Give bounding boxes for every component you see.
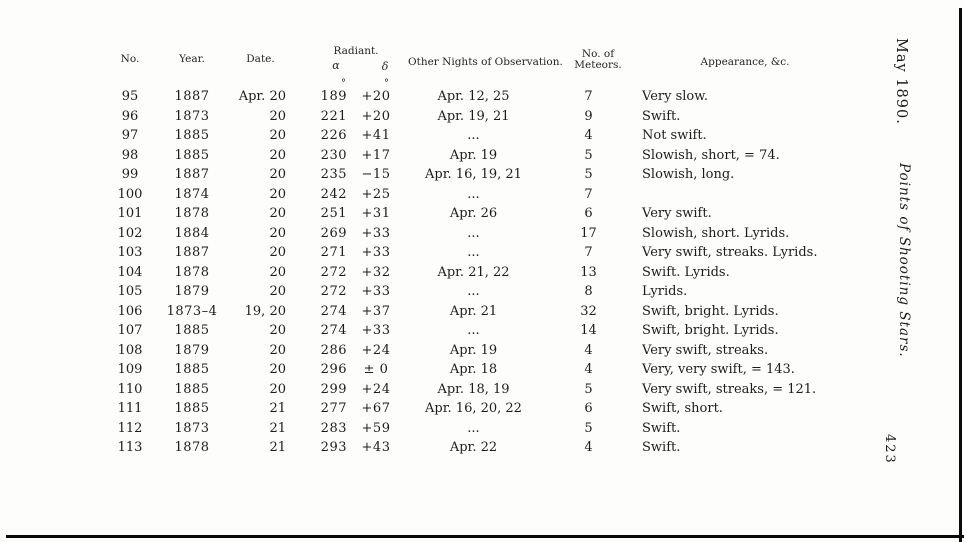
table-row xyxy=(0,302,964,322)
cell-delta: +33 xyxy=(361,284,391,299)
cell-alpha: 235 xyxy=(320,167,347,182)
cell-date: Apr. 20 xyxy=(238,89,286,104)
table-row xyxy=(0,321,964,341)
cell-delta: +32 xyxy=(361,264,391,280)
cell-nights: ... xyxy=(467,225,480,241)
cell-year: 1879 xyxy=(174,284,210,299)
cell-nights: ... xyxy=(467,284,480,299)
cell-nights: Apr. 21, 22 xyxy=(437,264,510,280)
cell-delta: +33 xyxy=(361,225,391,241)
column-header-delta: δ xyxy=(381,60,389,73)
cell-date: 20 xyxy=(269,284,286,299)
table-row xyxy=(0,282,964,302)
cell-no: 100 xyxy=(117,186,143,202)
margin-page-number: 423 xyxy=(882,434,897,465)
cell-delta: +17 xyxy=(361,147,391,163)
cell-nights: Apr. 26 xyxy=(449,206,498,221)
cell-delta: +31 xyxy=(361,206,391,221)
cell-delta: ± 0 xyxy=(363,362,389,377)
cell-nights: ... xyxy=(467,323,480,338)
cell-no: 102 xyxy=(117,225,143,241)
cell-no: 108 xyxy=(117,342,143,358)
cell-year: 1873–4 xyxy=(166,303,218,319)
cell-nights: ... xyxy=(467,128,480,143)
table-row xyxy=(0,438,964,458)
table-row xyxy=(0,243,964,263)
cell-nights: ... xyxy=(467,420,480,436)
table-row xyxy=(0,224,964,244)
table-row xyxy=(0,165,964,185)
cell-year: 1885 xyxy=(174,401,210,416)
cell-delta: +24 xyxy=(361,342,391,358)
column-header-no-of-meteors-line1: No. of xyxy=(581,48,615,60)
cell-date: 20 xyxy=(269,342,286,358)
cell-year: 1887 xyxy=(174,245,210,260)
cell-meteors: 4 xyxy=(584,128,593,143)
cell-nights: Apr. 16, 20, 22 xyxy=(425,401,522,416)
cell-appearance: Very swift. xyxy=(642,206,712,221)
cell-appearance: Very swift, streaks. Lyrids. xyxy=(642,245,818,260)
cell-year: 1878 xyxy=(174,206,210,221)
cell-nights: Apr. 22 xyxy=(449,440,498,455)
cell-date: 20 xyxy=(269,323,286,338)
cell-nights: Apr. 19, 21 xyxy=(437,108,510,124)
cell-year: 1878 xyxy=(174,264,210,280)
table-rows xyxy=(0,87,964,458)
cell-delta: +25 xyxy=(361,186,391,202)
cell-meteors: 5 xyxy=(584,147,593,163)
cell-nights: Apr. 21 xyxy=(449,303,498,319)
cell-year: 1873 xyxy=(174,420,210,436)
cell-alpha: 242 xyxy=(320,186,347,202)
alpha-degree-mark: ° xyxy=(341,78,346,89)
cell-no: 96 xyxy=(121,108,139,124)
scan-edge-bottom xyxy=(6,535,964,538)
cell-date: 20 xyxy=(269,206,286,221)
cell-meteors: 5 xyxy=(584,167,593,182)
cell-no: 110 xyxy=(117,381,143,397)
cell-appearance: Swift. xyxy=(642,108,681,124)
cell-meteors: 17 xyxy=(580,225,597,241)
cell-alpha: 299 xyxy=(320,381,347,397)
cell-alpha: 274 xyxy=(320,323,347,338)
column-header-appearance: Appearance, &c. xyxy=(700,56,790,68)
cell-appearance: Not swift. xyxy=(642,128,707,143)
cell-appearance: Slowish, short, = 74. xyxy=(642,147,780,163)
cell-no: 98 xyxy=(121,147,139,163)
cell-alpha: 272 xyxy=(320,284,347,299)
cell-delta: +24 xyxy=(361,381,391,397)
cell-delta: −15 xyxy=(361,167,391,182)
cell-appearance: Swift. xyxy=(642,420,681,436)
cell-delta: +33 xyxy=(361,245,391,260)
cell-appearance: Very swift, streaks, = 121. xyxy=(642,381,817,397)
cell-year: 1879 xyxy=(174,342,210,358)
cell-no: 109 xyxy=(117,362,143,377)
column-header-no-of-meteors xyxy=(560,49,636,71)
cell-date: 20 xyxy=(269,245,286,260)
cell-date: 20 xyxy=(269,108,286,124)
cell-appearance: Swift. Lyrids. xyxy=(642,264,730,280)
cell-no: 111 xyxy=(117,401,143,416)
cell-appearance: Lyrids. xyxy=(642,284,688,299)
cell-delta: +59 xyxy=(361,420,391,436)
cell-delta: +20 xyxy=(361,89,391,104)
cell-date: 20 xyxy=(269,381,286,397)
cell-delta: +43 xyxy=(361,440,391,455)
column-header-radiant: Radiant. xyxy=(333,45,379,57)
margin-running-title: Points of Shooting Stars. xyxy=(896,163,912,358)
column-header-year: Year. xyxy=(179,53,205,65)
cell-appearance: Slowish, long. xyxy=(642,167,735,182)
cell-nights: Apr. 19 xyxy=(449,147,498,163)
cell-date: 20 xyxy=(269,264,286,280)
cell-meteors: 7 xyxy=(584,186,593,202)
cell-year: 1885 xyxy=(174,147,210,163)
cell-alpha: 286 xyxy=(320,342,347,358)
cell-alpha: 271 xyxy=(320,245,347,260)
table-row xyxy=(0,380,964,400)
cell-no: 95 xyxy=(121,89,139,104)
cell-no: 106 xyxy=(117,303,143,319)
cell-appearance: Very swift, streaks. xyxy=(642,342,769,358)
table-row xyxy=(0,263,964,283)
table-row xyxy=(0,185,964,205)
column-header-no-of-meteors-line2: Meteors. xyxy=(574,59,622,71)
column-header-no: No. xyxy=(120,53,140,65)
scan-edge-right xyxy=(959,8,962,542)
cell-year: 1878 xyxy=(174,440,210,455)
cell-delta: +41 xyxy=(361,128,391,143)
cell-meteors: 4 xyxy=(584,362,593,377)
cell-date: 20 xyxy=(269,362,286,377)
cell-meteors: 32 xyxy=(580,303,597,319)
cell-alpha: 272 xyxy=(320,264,347,280)
cell-meteors: 6 xyxy=(584,206,593,221)
cell-alpha: 269 xyxy=(320,225,347,241)
delta-degree-mark: ° xyxy=(384,78,389,89)
cell-date: 20 xyxy=(269,186,286,202)
cell-alpha: 283 xyxy=(320,420,347,436)
cell-no: 105 xyxy=(117,284,143,299)
cell-appearance: Very slow. xyxy=(642,89,708,104)
cell-meteors: 4 xyxy=(584,440,593,455)
cell-nights: ... xyxy=(467,245,480,260)
cell-alpha: 221 xyxy=(320,108,347,124)
cell-meteors: 8 xyxy=(584,284,593,299)
cell-alpha: 230 xyxy=(320,147,347,163)
cell-no: 97 xyxy=(121,128,139,143)
cell-meteors: 5 xyxy=(584,420,593,436)
cell-nights: ... xyxy=(467,186,480,202)
table-row xyxy=(0,87,964,107)
table-row xyxy=(0,419,964,439)
table-row xyxy=(0,204,964,224)
cell-no: 104 xyxy=(117,264,143,280)
cell-delta: +67 xyxy=(361,401,391,416)
cell-year: 1885 xyxy=(174,128,210,143)
cell-no: 107 xyxy=(117,323,143,338)
column-header-alpha: α xyxy=(332,59,340,72)
cell-meteors: 7 xyxy=(584,89,593,104)
cell-date: 19, 20 xyxy=(244,303,286,319)
cell-year: 1887 xyxy=(174,89,210,104)
cell-delta: +37 xyxy=(361,303,391,319)
cell-alpha: 251 xyxy=(320,206,347,221)
cell-year: 1884 xyxy=(174,225,210,241)
cell-alpha: 274 xyxy=(320,303,347,319)
cell-appearance: Swift, short. xyxy=(642,401,723,416)
cell-date: 20 xyxy=(269,147,286,163)
cell-alpha: 296 xyxy=(320,362,347,377)
column-header-other-nights: Other Nights of Observation. xyxy=(408,56,563,68)
cell-meteors: 7 xyxy=(584,245,593,260)
cell-year: 1885 xyxy=(174,362,210,377)
cell-date: 20 xyxy=(269,128,286,143)
cell-nights: Apr. 18 xyxy=(449,362,498,377)
cell-meteors: 4 xyxy=(584,342,593,358)
table-row xyxy=(0,341,964,361)
table-row xyxy=(0,399,964,419)
cell-year: 1885 xyxy=(174,323,210,338)
cell-nights: Apr. 12, 25 xyxy=(437,89,510,104)
cell-year: 1885 xyxy=(174,381,210,397)
cell-year: 1887 xyxy=(174,167,210,182)
cell-meteors: 5 xyxy=(584,381,593,397)
cell-nights: Apr. 16, 19, 21 xyxy=(425,167,522,182)
cell-meteors: 14 xyxy=(580,323,597,338)
cell-year: 1873 xyxy=(174,108,210,124)
cell-date: 21 xyxy=(269,420,286,436)
cell-appearance: Swift, bright. Lyrids. xyxy=(642,323,779,338)
cell-no: 101 xyxy=(117,206,143,221)
cell-alpha: 189 xyxy=(320,89,347,104)
cell-appearance: Slowish, short. Lyrids. xyxy=(642,225,790,241)
cell-no: 112 xyxy=(117,420,143,436)
cell-date: 20 xyxy=(269,167,286,182)
table-row xyxy=(0,360,964,380)
margin-issue-date: May 1890. xyxy=(893,38,909,125)
cell-delta: +20 xyxy=(361,108,391,124)
cell-date: 21 xyxy=(269,401,286,416)
cell-meteors: 9 xyxy=(584,108,593,124)
cell-date: 21 xyxy=(269,440,286,455)
table-row xyxy=(0,146,964,166)
table-row xyxy=(0,107,964,127)
cell-no: 103 xyxy=(117,245,143,260)
column-header-date: Date. xyxy=(246,53,275,65)
cell-alpha: 277 xyxy=(320,401,347,416)
cell-no: 113 xyxy=(117,440,143,455)
cell-alpha: 226 xyxy=(320,128,347,143)
cell-appearance: Swift. xyxy=(642,440,681,455)
cell-nights: Apr. 18, 19 xyxy=(437,381,510,397)
cell-nights: Apr. 19 xyxy=(449,342,498,358)
cell-year: 1874 xyxy=(174,186,210,202)
cell-date: 20 xyxy=(269,225,286,241)
cell-meteors: 13 xyxy=(580,264,597,280)
cell-no: 99 xyxy=(121,167,139,182)
cell-alpha: 293 xyxy=(320,440,347,455)
cell-meteors: 6 xyxy=(584,401,593,416)
cell-appearance: Very, very swift, = 143. xyxy=(642,362,795,377)
table-row xyxy=(0,126,964,146)
cell-delta: +33 xyxy=(361,323,391,338)
cell-appearance: Swift, bright. Lyrids. xyxy=(642,303,779,319)
